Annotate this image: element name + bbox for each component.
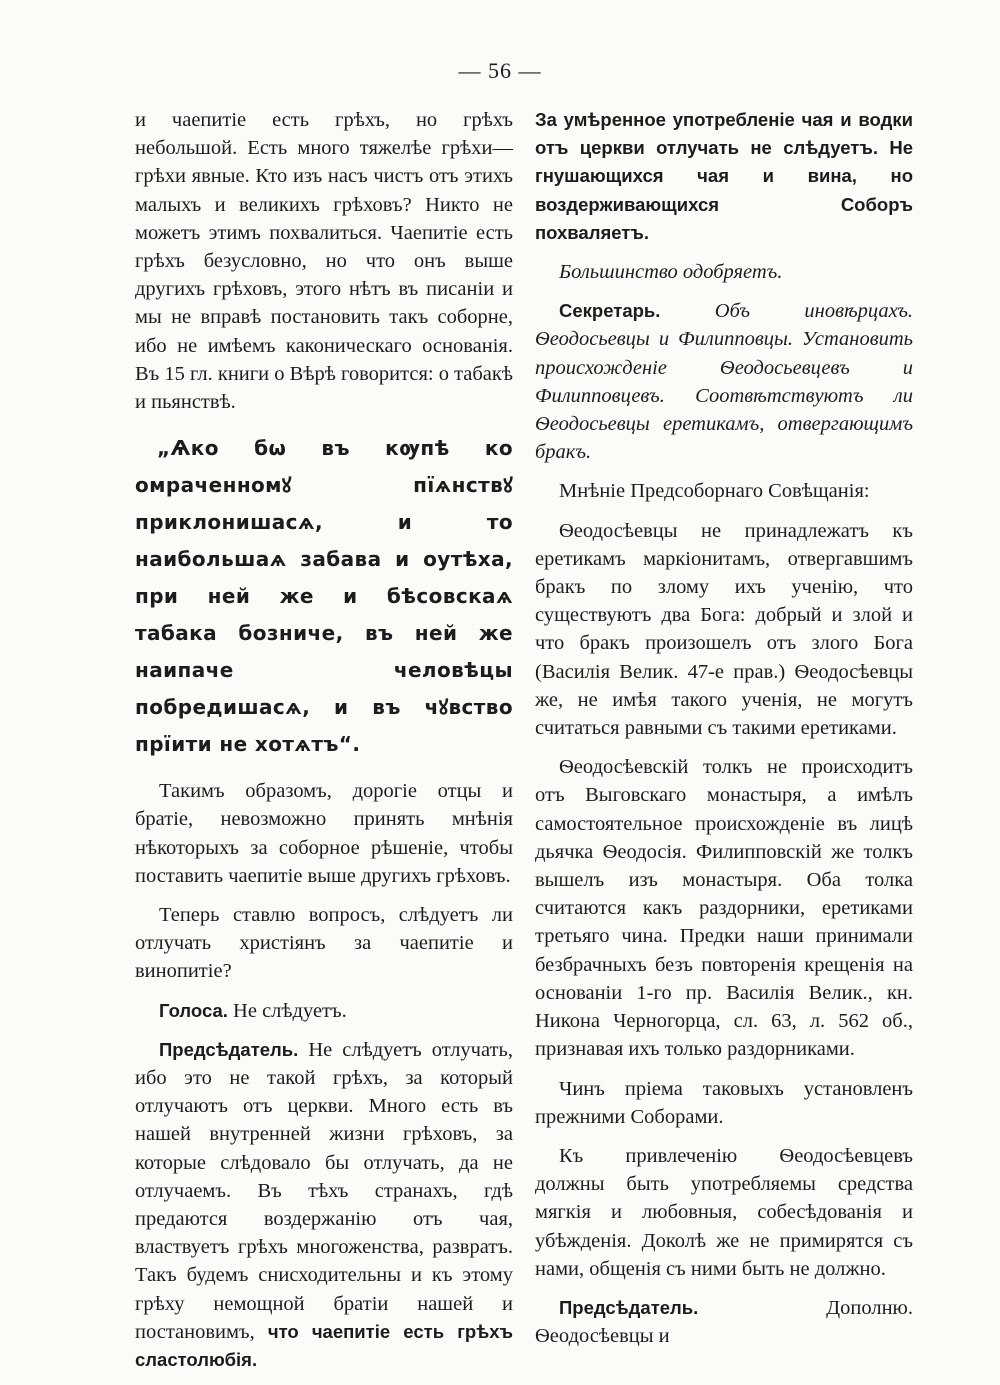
- chairman-text: Не слѣдуетъ отлучать, ибо это не такой грѣхъ, за который отлучаютъ отъ церкви. Много есть въ нашей внутренней жизни грѣховъ, за которые слѣдовало бы отлучать, да не отлучаемъ. Въ тѣхъ странахъ, гдѣ предаются воздержанію отъ чая, властвуетъ грѣхъ многоженства, развратъ. Такъ будемъ снисходительны и къ этому грѣху немощной братіи нашей и постановимъ,: [135, 1038, 513, 1343]
- right-paragraph-7: Чинъ пріема таковыхъ установленъ прежними Соборами.: [535, 1077, 913, 1128]
- left-column: [135, 106, 513, 1385]
- right-paragraph-5: Ѳеодосѣевцы не принадлежатъ къ еретикамъ маркіонитамъ, отвергавшимъ бракъ по злому ихъ ученію, что существуютъ два Бога: добрый и злой и что бракъ произошелъ отъ злого Бога (Василія Велик. 47-е прав.) Ѳеодосѣевцы же, не имѣя такого ученія, не могутъ считаться равными съ такими еретиками.: [535, 519, 913, 740]
- chairman-text-2: Дополню. Ѳеодосѣевцы и: [535, 1296, 913, 1348]
- left-paragraph-5: [135, 1036, 513, 1374]
- church-slavonic-quote: „Ѧко бѡ въ кѹпѣ ко омраченномꙋ пїѧнствꙋ приклонишасѧ, и то наибольшаѧ забава и оутѣха, при ней же и бѣсовскаѧ табака бозниче, въ ней же наипаче человѣцы побредишасѧ, и въ чꙋвство прїити не хотѧтъ“.: [135, 436, 513, 757]
- speaker-secretary: Секретарь.: [559, 300, 661, 322]
- chairman-resolution: что чаепитіе есть грѣхъ сластолюбія.: [135, 1320, 513, 1371]
- right-paragraph-8: Къ привлеченію Ѳеодосѣевцевъ должны быть употребляемы средства мягкія и любовныя, собесѣдованія и убѣжденія. Доколѣ же не примирятся съ нами, общенія съ ними быть не должно.: [535, 1144, 913, 1280]
- left-paragraph-4: [135, 997, 513, 1025]
- page-number: — 56 —: [458, 58, 542, 83]
- left-paragraph-1: и чаепитіе есть грѣхъ, но грѣхъ небольшой. Есть много тяжелѣе грѣхи—грѣхи явные. Кто изъ насъ чистъ отъ этихъ малыхъ и великихъ грѣховъ? Никто не можетъ этимъ похвалиться. Чаепитіе есть грѣхъ безусловно, но что онъ выше другихъ грѣховъ, этого нѣтъ въ писаніи и мы не вправѣ постановить такъ соборне, ибо не имѣемъ каконическаго основанія. Въ 15 гл. книги о Вѣрѣ говорится: о табакѣ и пьянствѣ.: [135, 109, 513, 414]
- speaker-chairman: Предсѣдатель.: [159, 1038, 299, 1060]
- council-resolution: За умѣренное употребленіе чая и водки отъ церкви отлучать не слѣдуетъ. Не гнушающихся чая и вина, но воздерживающихся Соборъ похваляетъ.: [535, 109, 913, 243]
- right-paragraph-secretary: [535, 297, 913, 466]
- secretary-text: Объ иновѣрцахъ. Ѳеодосьевцы и Филипповцы. Установить происхожденіе Ѳеодосьевцевъ и Филипповцевъ. Соотвѣтствуютъ ли Ѳеодосьевцы еретикамъ, отвергающимъ бракъ.: [535, 300, 913, 464]
- right-column: [535, 106, 913, 1361]
- right-paragraph-opinion-heading: Мнѣніе Предсоборнаго Совѣщанія:: [559, 480, 870, 503]
- left-paragraph-2: Такимъ образомъ, дорогіе отцы и братіе, невозможно принять мнѣнія нѣкоторыхъ за соборное рѣшеніе, чтобы поставить чаепитіе выше другихъ грѣховъ.: [135, 780, 513, 887]
- voices-text: Не слѣдуетъ.: [227, 999, 347, 1022]
- majority-approves: Большинство одобряетъ.: [559, 261, 783, 284]
- speaker-voices: Голоса.: [159, 999, 228, 1021]
- right-paragraph-6: Ѳеодосѣевскій толкъ не происходитъ отъ Выговскаго монастыря, а имѣлъ самостоятельное происхожденіе въ лицѣ дьячка Ѳеодосія. Филипповскій же толкъ вышелъ изъ монастыря. Оба толка считаются какъ раздорники, еретиками третьяго чина. Предки наши принимали безбрачныхъ безъ повторенія крещенія на основаніи 1-го пр. Василія Велик., кн. Никона Черногорца, сл. 63, л. 562 об., признавая ихъ только раздорниками.: [535, 756, 913, 1061]
- left-paragraph-3: Теперь ставлю вопросъ, слѣдуетъ ли отлучать христіянъ за чаепитіе и винопитіе?: [135, 904, 513, 983]
- speaker-chairman-2: Предсѣдатель.: [559, 1296, 699, 1318]
